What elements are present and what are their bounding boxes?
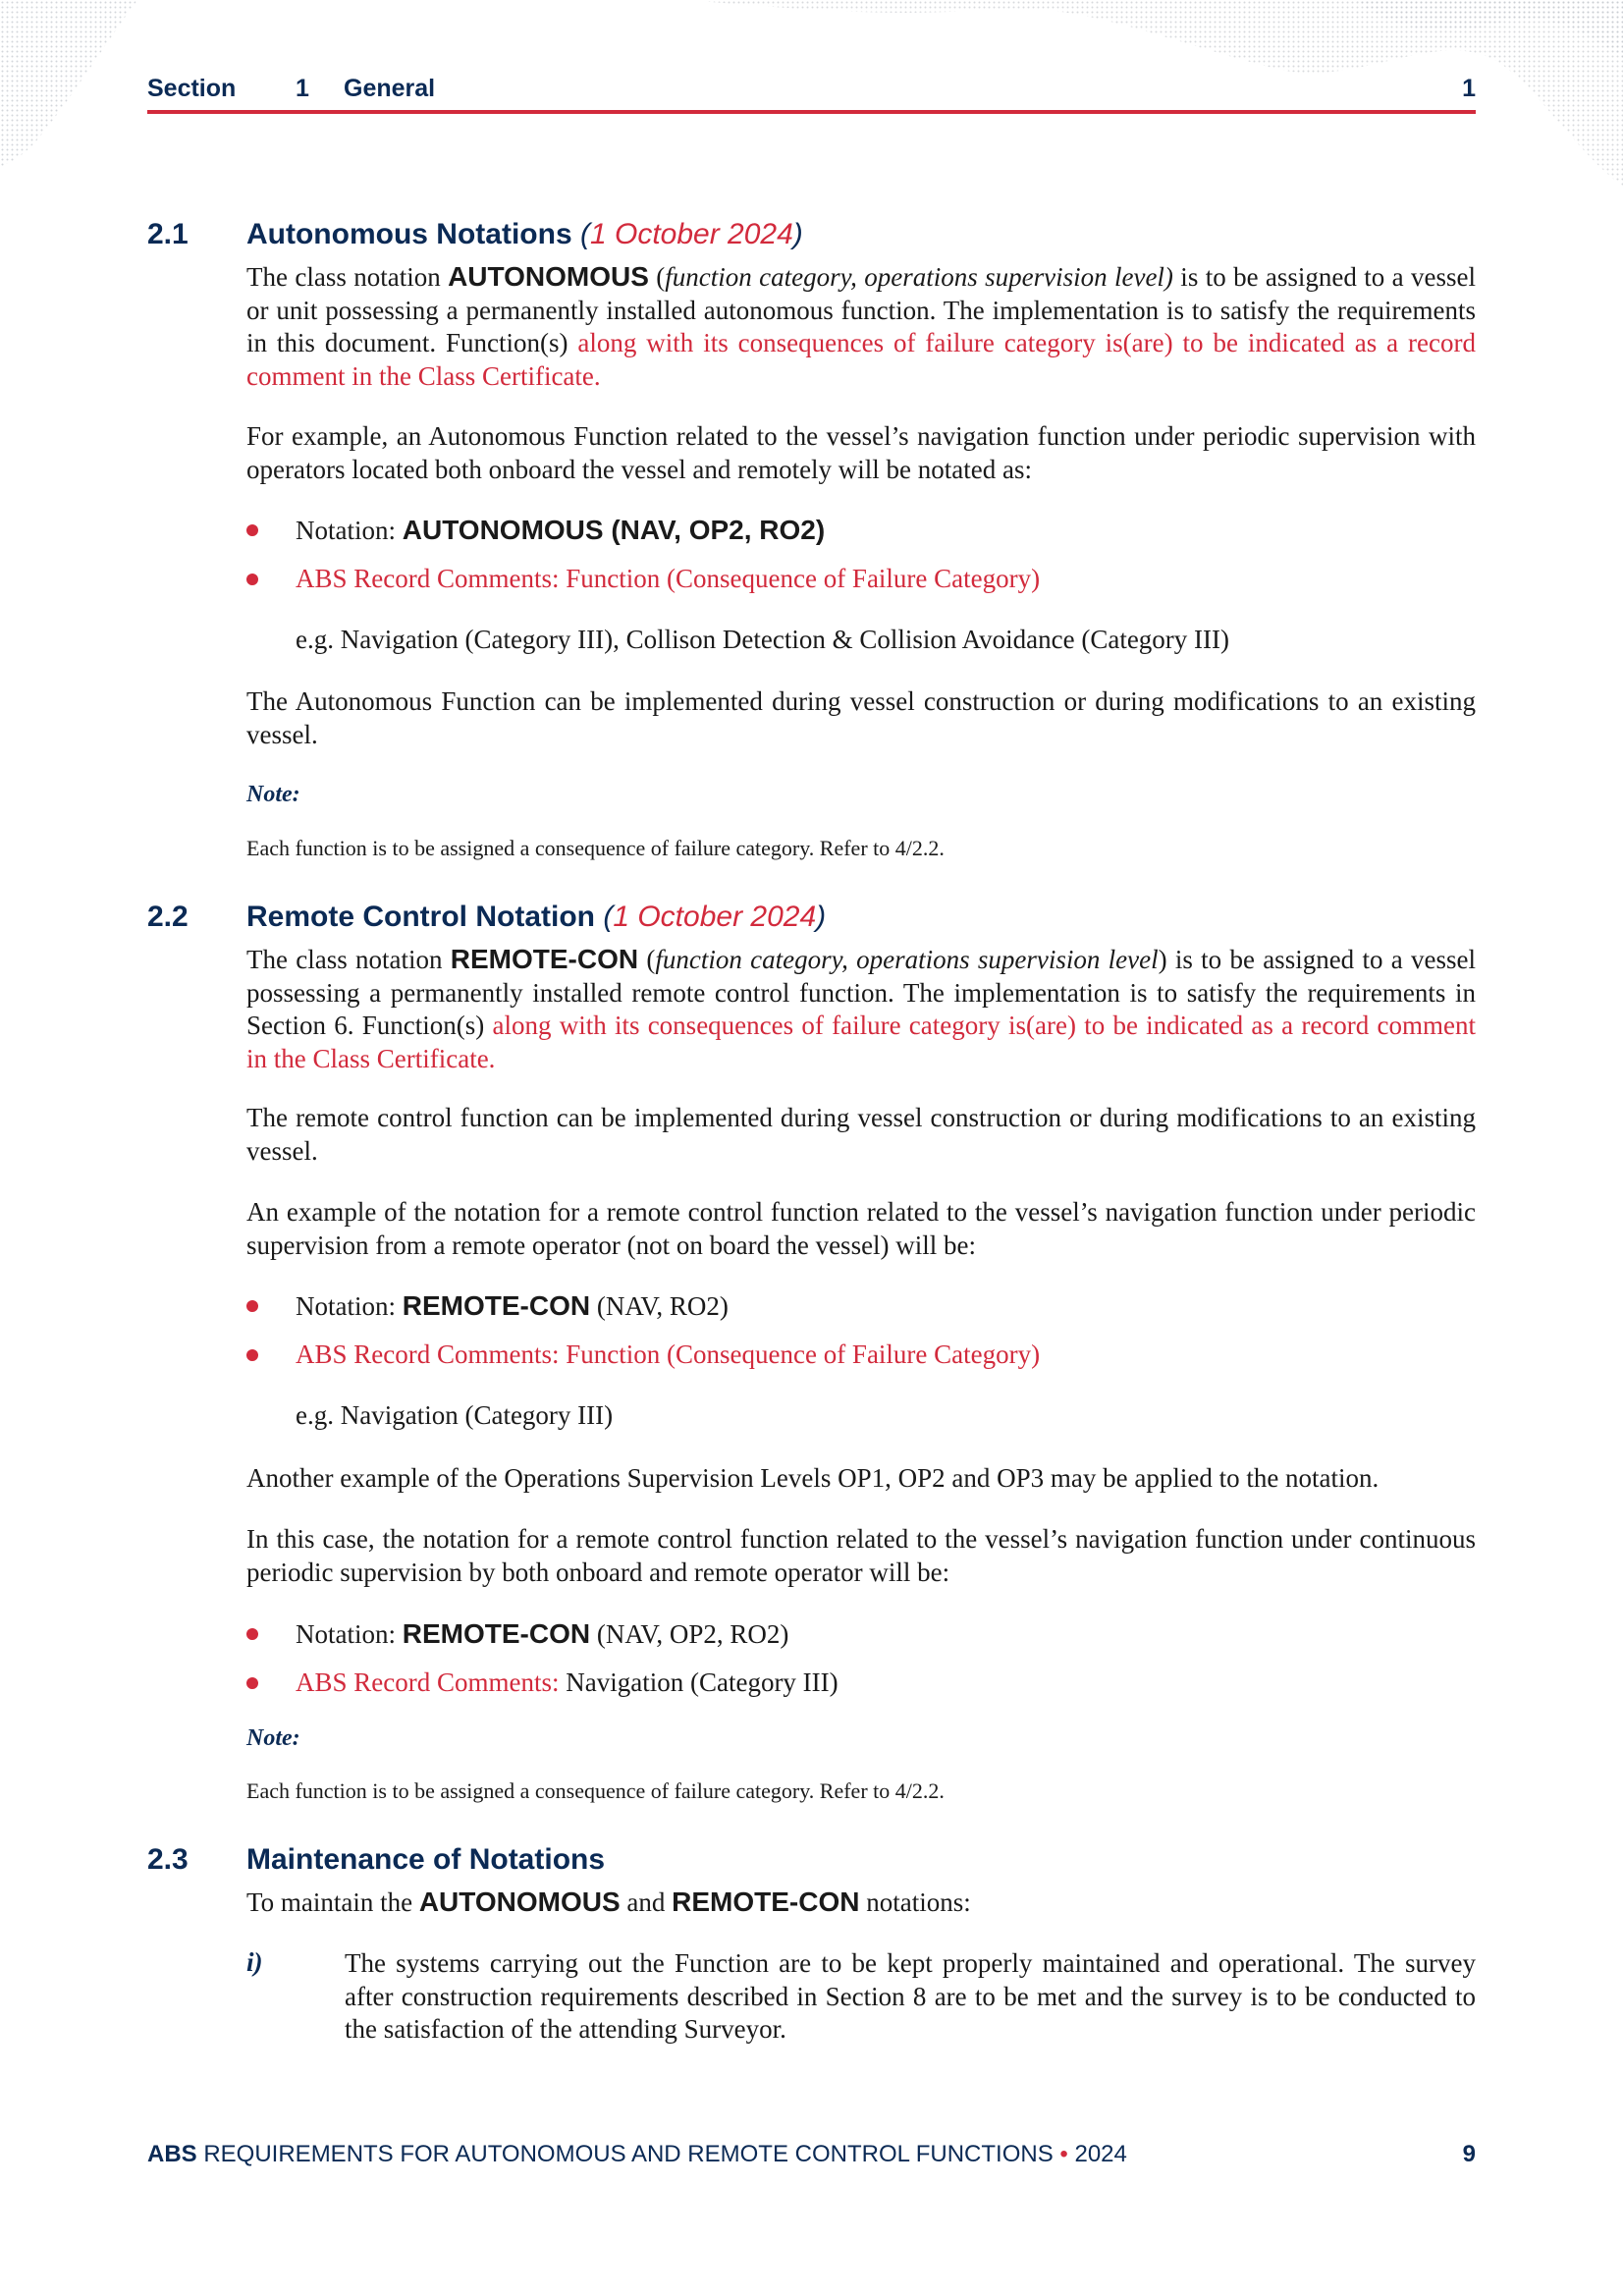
paragraph-2-1-implementation: The Autonomous Function can be implemented during vessel construction or during modifications to an existing vessel. <box>246 686 1476 749</box>
paragraph-2-1-class-notation: The class notation AUTONOMOUS (function category, operations supervision level) is to be assigned to a vessel or unit possessing a permanently installed autonomous function. The implementation is to satisfy the requirements in this document. Function(s) along with its consequences of failure category is(are) to be indicated as a record comment in the Class Certificate. <box>246 261 1477 391</box>
header-section-label: Section <box>147 75 237 102</box>
header-divider <box>147 110 1476 114</box>
bullet-dot <box>246 1300 258 1312</box>
list-item-label: i) <box>246 1947 263 1977</box>
note-label-2-1: Note: <box>246 782 300 807</box>
paragraph-2-1-example: For example, an Autonomous Function related to the vessel’s navigation function under periodic supervision with operators located both onboard the vessel and remotely will be notated as: <box>246 421 1476 484</box>
note-text-2-2: Each function is to be assigned a consequence of failure category. Refer to 4/2.2. <box>246 1778 945 1803</box>
example-line-2-1: e.g. Navigation (Category III), Collison Detection & Collision Avoidance (Category III) <box>296 625 1230 654</box>
heading-date: (1 October 2024) <box>579 218 803 250</box>
note-label-2-2: Note: <box>246 1725 300 1751</box>
bullet-dot <box>246 524 258 536</box>
paragraph-2-2-class-notation: The class notation REMOTE-CON (function category, operations supervision level) is to be assigned to a vessel possessing a permanently installed remote control function. The implementation is to satisfy the requirements in Section 6. Function(s) along with its consequences of failure category is(are) to be indicated as a record comment in the Class Certificate. <box>246 944 1477 1073</box>
example-line-2-2: e.g. Navigation (Category III) <box>296 1400 614 1430</box>
header-section-title: General <box>344 75 436 102</box>
heading-title: Maintenance of Notations <box>246 1843 606 1876</box>
paragraph-2-3-intro: To maintain the AUTONOMOUS and REMOTE-CON notations: <box>246 1886 971 1917</box>
footer-page-number: 9 <box>1462 2141 1476 2167</box>
paragraph-2-2-another-example: Another example of the Operations Supervision Levels OP1, OP2 and OP3 may be applied to the notation. <box>246 1463 1380 1493</box>
note-text-2-1: Each function is to be assigned a consequence of failure category. Refer to 4/2.2. <box>246 836 945 860</box>
heading-date: (1 October 2024) <box>603 901 827 933</box>
heading-number: 2.2 <box>147 901 189 933</box>
paragraph-2-2-continuous: In this case, the notation for a remote control function related to the vessel’s navigation function under continuous periodic supervision by both onboard and remote operator will be: <box>246 1524 1476 1587</box>
bullet-dot <box>246 1677 258 1689</box>
bullet-dot <box>246 1349 258 1361</box>
heading-number: 2.1 <box>147 218 189 250</box>
header-page-marker: 1 <box>1462 75 1476 102</box>
list-item-text: The systems carrying out the Function are to be kept properly maintained and operational. The survey after construction requirements described in Section 8 are to be met and the survey is to be conducted to the satisfaction of the attending Surveyor. <box>345 1948 1476 2044</box>
footer-publication-title: ABS REQUIREMENTS FOR AUTONOMOUS AND REMOTE CONTROL FUNCTIONS • 2024 <box>147 2141 1127 2167</box>
header-section-number: 1 <box>296 75 309 102</box>
bullet-dot <box>246 574 258 585</box>
paragraph-2-2-example: An example of the notation for a remote control function related to the vessel’s navigation function under periodic supervision from a remote operator (not on board the vessel) will be: <box>246 1197 1476 1260</box>
running-header <box>147 75 1476 114</box>
footer-brand: ABS <box>147 2141 197 2167</box>
heading-title: Remote Control Notation (1 October 2024) <box>246 901 827 933</box>
bullet-dot <box>246 1628 258 1640</box>
heading-number: 2.3 <box>147 1843 189 1876</box>
heading-title: Autonomous Notations (1 October 2024) <box>246 218 803 250</box>
paragraph-2-2-implementation: The remote control function can be implemented during vessel construction or during modifications to an existing vessel. <box>246 1103 1476 1166</box>
